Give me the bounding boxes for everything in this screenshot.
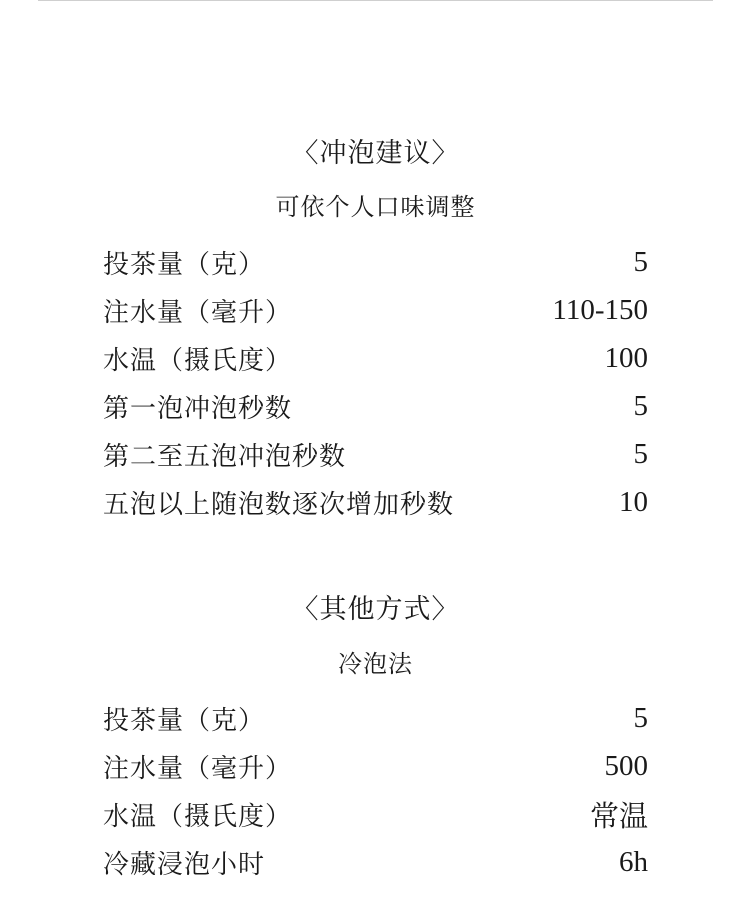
brewing-row-water-temperature [103,338,648,378]
cold-brew-row-water-temperature [103,794,648,834]
row-value: 5 [633,245,648,278]
brewing-row-water-amount [103,290,648,330]
brewing-row-tea-amount [103,242,648,282]
row-value: 5 [633,389,648,422]
row-label: 水温（摄氏度） [103,345,293,376]
cold-brew-row-water-amount [103,746,648,786]
row-value: 5 [633,437,648,470]
other-section-title: 〈其他方式〉 [291,594,460,625]
row-value: 5 [633,701,648,734]
cold-brew-row-tea-amount [103,698,648,738]
brewing-section-title: 〈冲泡建议〉 [291,138,460,169]
row-value: 常温 [589,800,648,833]
brewing-row-second-to-fifth-steep-seconds [103,434,648,474]
row-label: 第二至五泡冲泡秒数 [103,441,347,472]
row-label: 注水量（毫升） [103,297,293,328]
row-label: 五泡以上随泡数逐次增加秒数 [103,489,455,520]
brewing-row-increment-seconds [103,482,648,522]
row-label: 水温（摄氏度） [103,801,293,832]
row-value: 110-150 [552,293,648,326]
row-label: 投茶量（克） [103,705,266,736]
row-label: 冷藏浸泡小时 [103,849,266,880]
top-divider [38,0,713,1]
row-value: 10 [619,485,648,518]
cold-brew-row-refrigerate-hours [103,842,648,882]
row-label: 第一泡冲泡秒数 [103,393,293,424]
row-label: 投茶量（克） [103,249,266,280]
row-value: 100 [604,341,648,374]
row-label: 注水量（毫升） [103,753,293,784]
brewing-row-first-steep-seconds [103,386,648,426]
row-value: 6h [619,845,648,878]
row-value: 500 [604,749,648,782]
brewing-section-subtitle: 可依个人口味调整 [275,193,476,221]
other-section-subtitle: 冷泡法 [338,650,413,678]
